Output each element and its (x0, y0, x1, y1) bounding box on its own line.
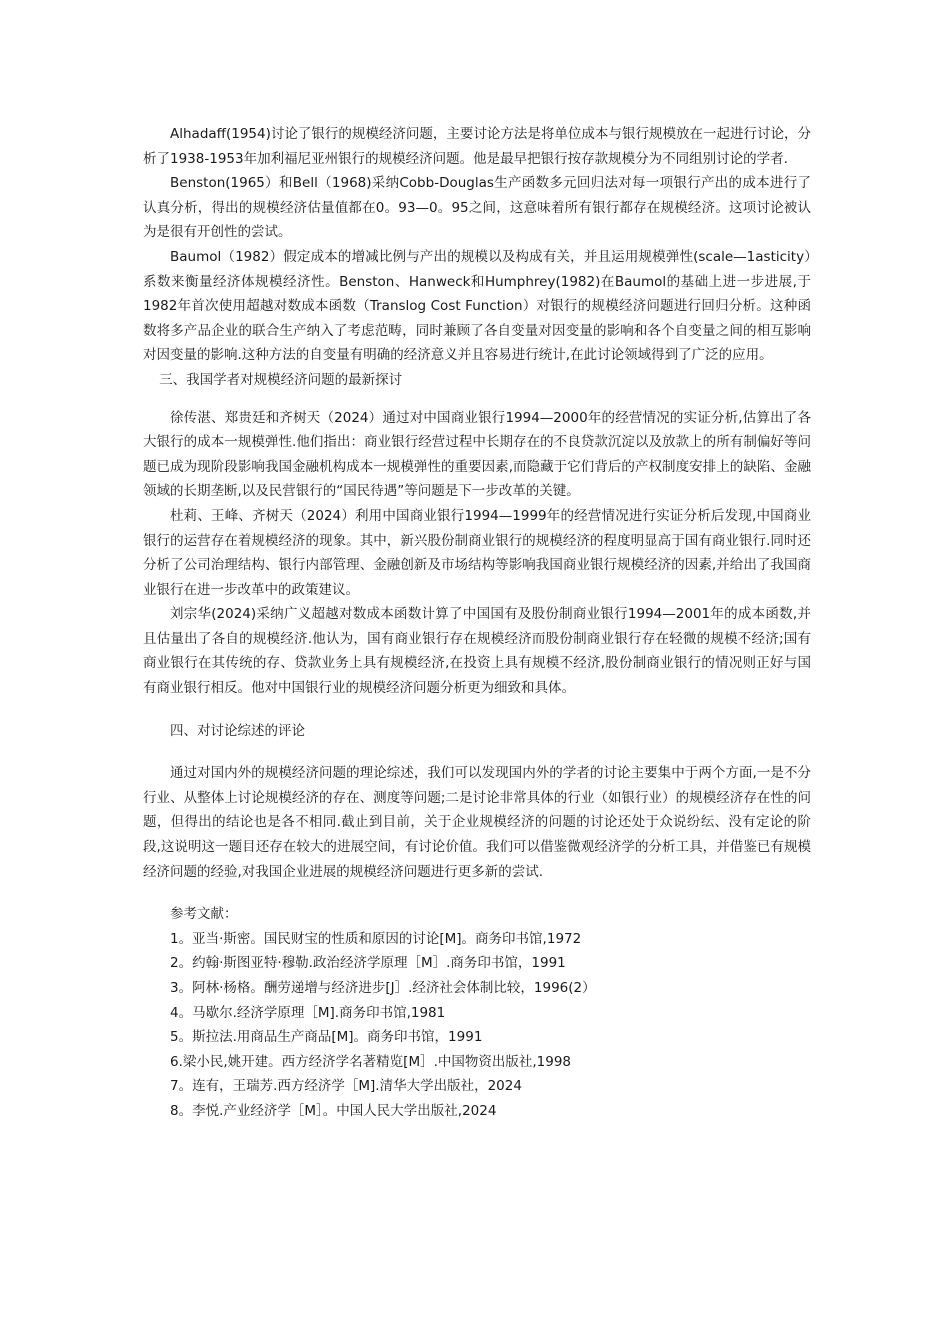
paragraph-benston-bell: Benston(1965）和Bell（1968)采纳Cobb-Douglas生产函数多元回归法对每一项银行产出的成本进行了认真分析，得出的规模经济估量值都在0。93—0。95之间，这意味着所有银行都存在规模经济。这项讨论被认为是很有开创性的尝试。 (143, 175, 811, 241)
reference-item: 7。连有，王瑞芳.西方经济学［M].清华大学出版社，2024 (170, 1078, 522, 1095)
references-title: 参考文献： (170, 906, 238, 923)
paragraph-liu: 刘宗华(2024)采纳广义超越对数成本函数计算了中国国有及股份制商业银行1994—2001年的成本函数,并且估量出了各自的规模经济.他认为，国有商业银行存在规模经济而股份制商业银行存在轻微的规模不经济;国有商业银行在其传统的存、贷款业务上具有规模经济,在投资上具有规模不经济,股份制商业银行的情况则正好与国有商业银行相反。他对中国银行业的规模经济问题分析更为细致和具体。 (143, 606, 811, 697)
section-heading-3: 三、我国学者对规模经济问题的最新探讨 (159, 371, 403, 388)
reference-item: 4。马歇尔.经济学原理［M].商务印书馆,1981 (170, 1004, 446, 1021)
paragraph-du: 杜莉、王峰、齐树天（2024）利用中国商业银行1994—1999年的经营情况进行实证分析后发现,中国商业银行的运营存在着规模经济的现象。其中，新兴股份制商业银行的规模经济的程度明显高于国有商业银行.同时还分析了公司治理结构、银行内部管理、金融创新及市场结构等影响我国商业银行规模经济的因素,并给出了我国商业银行在进一步改革中的政策建议。 (143, 507, 811, 598)
reference-item: 8。李悦.产业经济学［M］。中国人民大学出版社,2024 (170, 1102, 497, 1119)
document-body (143, 122, 811, 1124)
reference-item: 6.梁小民,姚开建。西方经济学名著精览[M］.中国物资出版社,1998 (170, 1053, 572, 1070)
spacer (143, 701, 811, 719)
paragraph-review: 通过对国内外的规模经济问题的理论综述，我们可以发现国内外的学者的讨论主要集中于两个方面,一是不分行业、从整体上讨论规模经济的存在、测度等问题;二是讨论非常具体的行业（如银行业）的规模经济存在性的问题，但得出的结论也是各不相同.截止到目前，关于企业规模经济的问题的讨论还处于众说纷纭、没有定论的阶段,这说明这一题目还存在较大的进展空间，有讨论价值。我们可以借鉴微观经济学的分析工具，并借鉴已有规模经济问题的经验,对我国企业进展的规模经济问题进行更多新的尝试. (143, 765, 811, 880)
spacer (143, 884, 811, 902)
section-heading-4: 四、对讨论综述的评论 (170, 722, 305, 739)
spacer (143, 743, 811, 761)
reference-item: 3。阿林·杨格。酬劳递增与经济进步[J］.经济社会体制比较，1996(2） (170, 980, 596, 996)
reference-item: 5。斯拉法.用商品生产商品[M]。商务印书馆，1991 (170, 1029, 483, 1046)
paragraph-baumol: Baumol（1982）假定成本的增减比例与产出的规模以及构成有关，并且运用规模弹性(scale—1asticity）系数来衡量经济体规模经济性。Benston、Hanweck和Humphrey(1982)在Baumol的基础上进一步进展,于1982年首次使用超越对数成本函数（Translog Cost Function）对银行的规模经济问题进行回归分析。这种函数将多产品企业的联合生产纳入了考虑范畴，同时兼顾了各自变量对因变量的影响和各个自变量之间的相互影响对因变量的影响.这种方法的自变量有明确的经济意义并且容易进行统计,在此讨论领域得到了广泛的应用。 (143, 248, 811, 364)
paragraph-xu: 徐传湛、郑贵廷和齐树天（2024）通过对中国商业银行1994—2000年的经营情况的实证分析,估算出了各大银行的成本一规模弹性.他们指出：商业银行经营过程中长期存在的不良贷款沉淀以及放款上的所有制偏好等问题已成为现阶段影响我国金融机构成本一规模弹性的重要因素,而隐藏于它们背后的产权制度安排上的缺陷、金融领域的长期垄断,以及民营银行的“国民待遇”等问题是下一步改革的关键。 (143, 409, 811, 500)
reference-item: 2。约翰·斯图亚特·穆勒.政治经济学原理［M］.商务印书馆，1991 (170, 955, 566, 972)
paragraph-alhadaff: Alhadaff(1954)讨论了银行的规模经济问题，主要讨论方法是将单位成本与银行规模放在一起进行讨论，分析了1938-1953年加利福尼亚州银行的规模经济问题。他是最早把银行按存款规模分为不同组别讨论的学者. (143, 126, 811, 167)
references-list (143, 927, 811, 1124)
spacer (143, 393, 811, 406)
reference-item: 1。亚当·斯密。国民财宝的性质和原因的讨论[M]。商务印书馆,1972 (170, 930, 582, 947)
